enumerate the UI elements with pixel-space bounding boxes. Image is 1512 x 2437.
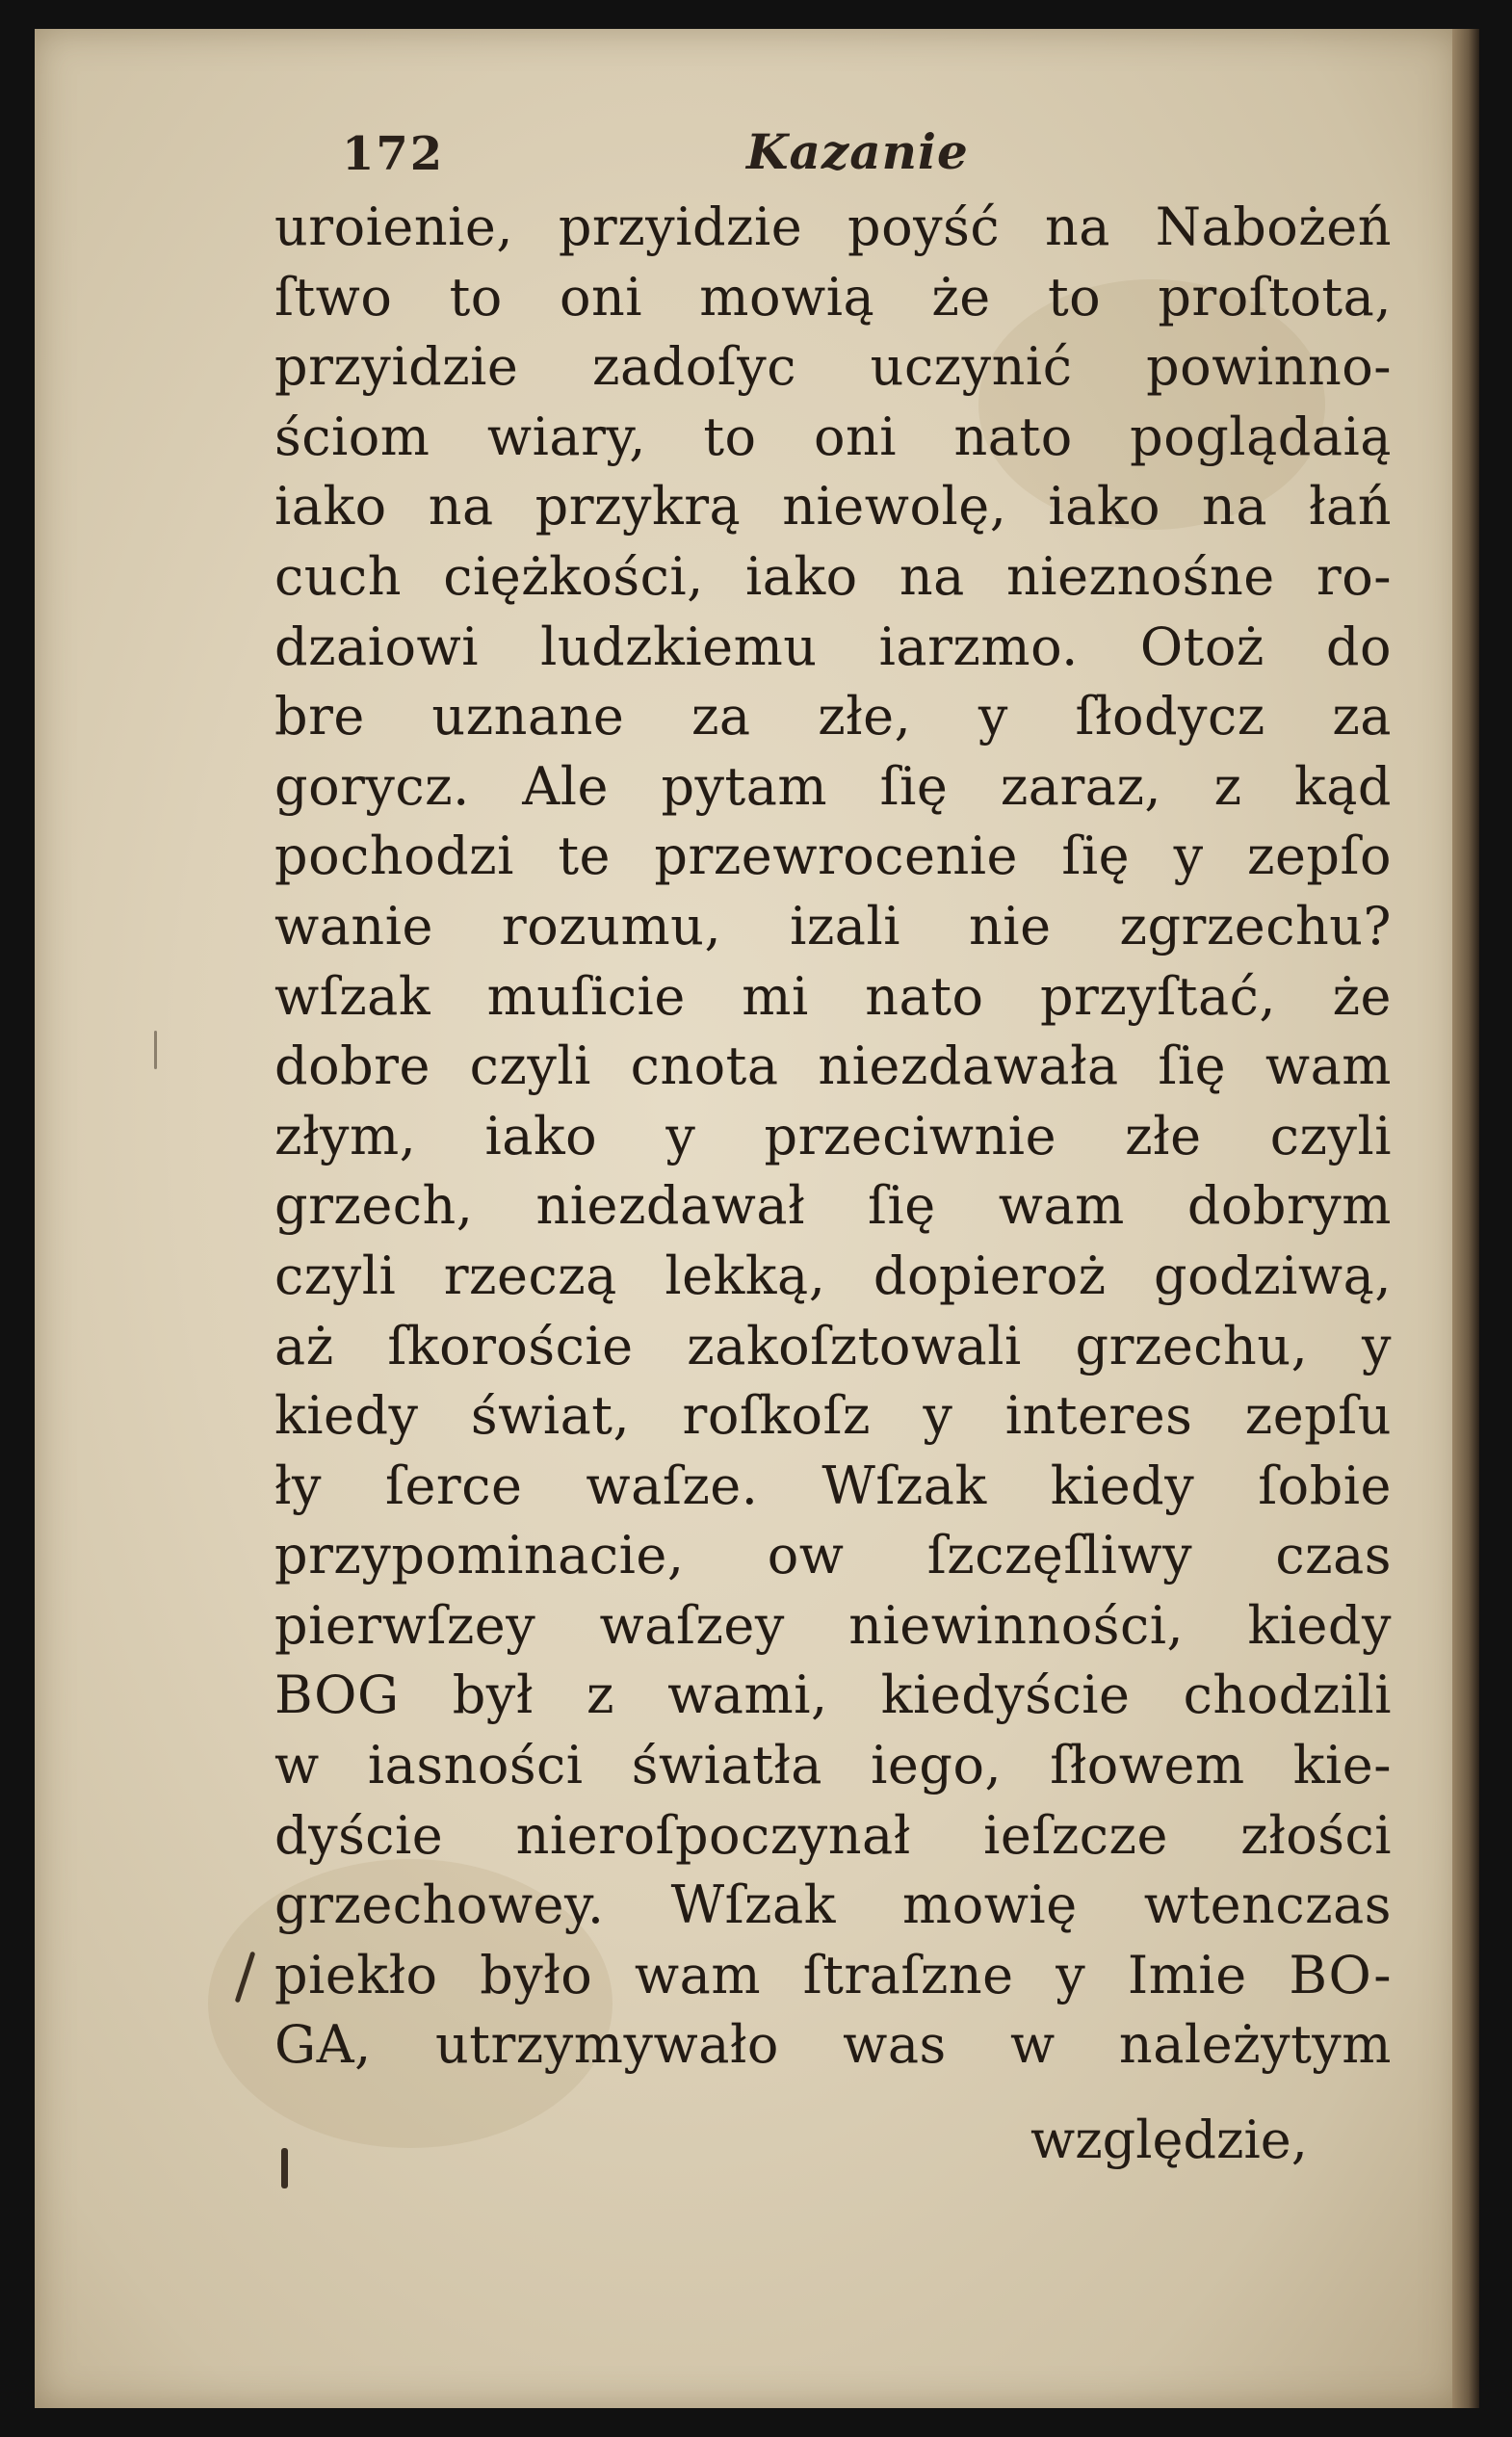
page-number: 172: [342, 127, 445, 181]
body-text: [274, 193, 1392, 2081]
ink-mark: [154, 1031, 157, 1069]
text-line: ły ſerce waſze. Wſzak kiedy ſobie: [274, 1454, 1392, 1516]
text-line: przyidzie zadoſyc uczynić powinno-: [274, 336, 1392, 398]
text-line: dobre czyli cnota niezdawała ſię wam: [274, 1035, 1392, 1097]
text-line: aż ſkoroście zakoſztowali grzechu, y: [274, 1315, 1392, 1376]
catchword: względzie,: [1030, 2109, 1308, 2170]
page-edge: [1452, 29, 1479, 2408]
text-line: gorycz. Ale pytam ſię zaraz, z kąd: [274, 755, 1392, 817]
text-line: bre uznane za złe, y ſłodycz za: [274, 686, 1392, 747]
text-line: uroienie, przyidzie poyść na Nabożeń: [274, 197, 1392, 257]
text-line: grzechowey. Wſzak mowię wtenczas: [274, 1874, 1392, 1936]
text-line: iako na przykrą niewolę, iako na łań: [274, 476, 1392, 537]
text-line: pochodzi te przewrocenie ſię y zepſo: [274, 825, 1392, 887]
text-line: ściom wiary, to oni nato poglądaią: [274, 406, 1392, 467]
text-line: BOG był z wami, kiedyście chodzili: [274, 1664, 1392, 1726]
text-line: wanie rozumu, izali nie zgrzechu?: [274, 895, 1392, 956]
page-header: [342, 116, 1016, 193]
text-line: kiedy świat, roſkoſz y interes zepſu: [274, 1385, 1392, 1447]
text-line: dyście nieroſpoczynał ieſzcze złości: [274, 1804, 1392, 1866]
text-line: wſzak muſicie mi nato przyſtać, że: [274, 965, 1392, 1027]
text-line: czyli rzeczą lekką, dopieroż godziwą,: [274, 1245, 1392, 1306]
text-line: w iasności światła iego, ſłowem kie-: [274, 1735, 1392, 1796]
text-line: piekło było wam ſtraſzne y Imie BO-: [274, 1944, 1392, 2005]
text-line: ſtwo to oni mowią że to proſtota,: [274, 266, 1392, 328]
text-line: cuch ciężkości, iako na nieznośne ro-: [274, 545, 1392, 607]
text-line: pierwſzey waſzey niewinności, kiedy: [274, 1594, 1392, 1656]
text-line: GA, utrzymywało was w należytym: [274, 2014, 1392, 2076]
text-line: przypominacie, ow ſzczęſliwy czas: [274, 1525, 1392, 1586]
text-line: dzaiowi ludzkiemu iarzmo. Otoż do: [274, 616, 1392, 677]
text-line: grzech, niezdawał ſię wam dobrym: [274, 1175, 1392, 1237]
text-line: złym, iako y przeciwnie złe czyli: [274, 1105, 1392, 1166]
running-head: Kazanie: [746, 123, 969, 180]
ink-mark: [281, 2148, 288, 2188]
